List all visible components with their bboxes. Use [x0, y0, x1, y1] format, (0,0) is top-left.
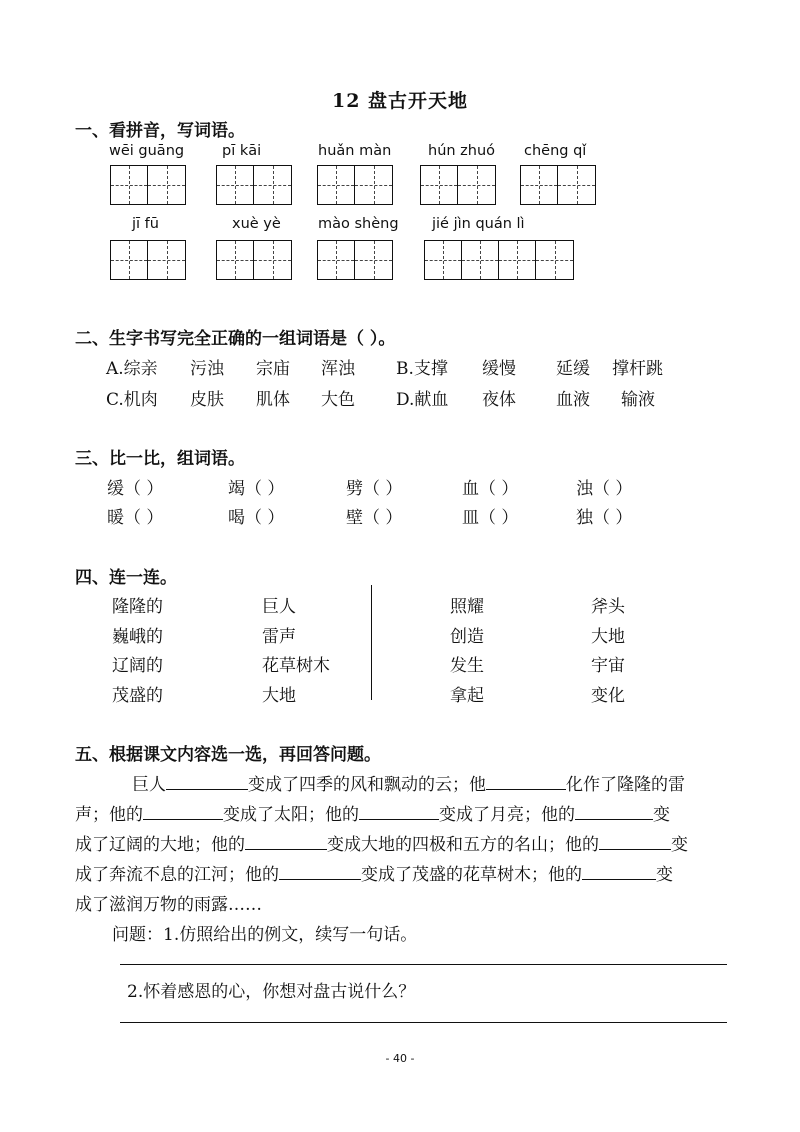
question-1: 问题：1.仿照给出的例文，续写一句话。 — [112, 925, 418, 945]
match-left-word[interactable]: 茂盛的 — [112, 686, 163, 706]
section-5-heading: 五、根据课文内容选一选，再回答问题。 — [75, 745, 381, 765]
s2-option: 浑浊 — [321, 359, 355, 379]
s2-option: 延缓 — [556, 359, 590, 379]
passage-line-3: 成了辽阔的大地；他的 变成大地的四极和五方的名山；他的 变 — [75, 830, 688, 855]
s3-item: 劈（ ） — [346, 479, 403, 499]
s2-option: 皮肤 — [190, 390, 224, 410]
writing-grid-6[interactable] — [110, 240, 186, 280]
answer-line-1[interactable] — [120, 964, 727, 965]
pinyin-1: wēi guāng — [109, 143, 185, 159]
writing-grid-5[interactable] — [520, 165, 596, 205]
passage-line-5: 成了滋润万物的雨露…… — [75, 895, 262, 915]
fill-blank[interactable] — [575, 802, 653, 820]
match-right-word[interactable]: 巨人 — [262, 597, 296, 617]
match-right-word[interactable]: 雷声 — [262, 627, 296, 647]
pinyin-4: hún zhuó — [428, 143, 496, 159]
match-right-word[interactable]: 变化 — [591, 686, 625, 706]
s2-option: 肌体 — [256, 390, 290, 410]
match-left-word[interactable]: 隆隆的 — [112, 597, 163, 617]
section-3-heading: 三、比一比，组词语。 — [75, 449, 245, 469]
s2-option: B.支撑 — [396, 359, 448, 379]
s2-option: 撑杆跳 — [612, 359, 663, 379]
pinyin-6: jī fū — [132, 216, 159, 232]
s3-item: 喝（ ） — [228, 508, 285, 528]
match-right-word[interactable]: 花草树木 — [262, 656, 330, 676]
writing-grid-1[interactable] — [110, 165, 186, 205]
match-left-word[interactable]: 照耀 — [450, 597, 484, 617]
section-4-heading: 四、连一连。 — [75, 568, 177, 588]
s2-option: 缓慢 — [482, 359, 516, 379]
match-right-word[interactable]: 大地 — [262, 686, 296, 706]
s3-item: 暖（ ） — [107, 508, 164, 528]
s3-item: 独（ ） — [576, 508, 633, 528]
pinyin-2: pī kāi — [222, 143, 262, 159]
writing-grid-8[interactable] — [317, 240, 393, 280]
fill-blank[interactable] — [599, 832, 671, 850]
s2-option: D.献血 — [396, 390, 449, 410]
fill-blank[interactable] — [166, 772, 248, 790]
question-2: 2.怀着感恩的心，你想对盘古说什么？ — [127, 982, 416, 1002]
s2-option: A.综亲 — [106, 359, 158, 379]
match-left-word[interactable]: 发生 — [450, 656, 484, 676]
s2-option: 污浊 — [190, 359, 224, 379]
s2-option: 血液 — [556, 390, 590, 410]
writing-grid-9[interactable] — [424, 240, 574, 280]
s2-option: 大色 — [321, 390, 355, 410]
page-title: 12 盘古开天地 — [331, 90, 469, 112]
pinyin-8: mào shèng — [318, 216, 399, 232]
passage-line-4: 成了奔流不息的江河；他的 变成了茂盛的花草树木；他的 变 — [75, 860, 673, 885]
s2-option: 宗庙 — [256, 359, 290, 379]
fill-blank[interactable] — [245, 832, 327, 850]
section-1-heading: 一、看拼音，写词语。 — [75, 121, 245, 141]
match-left-word[interactable]: 辽阔的 — [112, 656, 163, 676]
s3-item: 血（ ） — [462, 479, 519, 499]
match-left-word[interactable]: 巍峨的 — [112, 627, 163, 647]
fill-blank[interactable] — [582, 862, 656, 880]
writing-grid-4[interactable] — [420, 165, 496, 205]
s3-item: 竭（ ） — [228, 479, 285, 499]
s3-item: 壁（ ） — [346, 508, 403, 528]
section-2-heading: 二、生字书写完全正确的一组词语是（ ）。 — [75, 329, 396, 349]
s2-option: C.机肉 — [106, 390, 158, 410]
s2-option: 夜体 — [482, 390, 516, 410]
s3-item: 缓（ ） — [107, 479, 164, 499]
passage-line-2: 声；他的 变成了太阳；他的 变成了月亮；他的 变 — [75, 800, 670, 825]
pinyin-5: chēng qǐ — [524, 143, 587, 159]
fill-blank[interactable] — [143, 802, 223, 820]
s3-item: 浊（ ） — [576, 479, 633, 499]
match-left-word[interactable]: 创造 — [450, 627, 484, 647]
writing-grid-2[interactable] — [216, 165, 292, 205]
fill-blank[interactable] — [486, 772, 566, 790]
writing-grid-3[interactable] — [317, 165, 393, 205]
pinyin-7: xuè yè — [232, 216, 281, 232]
fill-blank[interactable] — [279, 862, 361, 880]
match-left-word[interactable]: 拿起 — [450, 686, 484, 706]
fill-blank[interactable] — [359, 802, 439, 820]
match-right-word[interactable]: 大地 — [591, 627, 625, 647]
s3-item: 皿（ ） — [462, 508, 519, 528]
writing-grid-7[interactable] — [216, 240, 292, 280]
passage-line-1: 巨人 变成了四季的风和飘动的云；他 化作了隆隆的雷 — [132, 770, 685, 795]
s2-option: 输液 — [621, 390, 655, 410]
match-right-word[interactable]: 斧头 — [591, 597, 625, 617]
answer-line-2[interactable] — [120, 1022, 727, 1023]
page-number: - 40 - — [385, 1052, 415, 1065]
column-divider — [371, 585, 372, 700]
pinyin-9: jié jìn quán lì — [432, 216, 525, 232]
pinyin-3: huǎn màn — [318, 143, 392, 159]
match-right-word[interactable]: 宇宙 — [591, 656, 625, 676]
